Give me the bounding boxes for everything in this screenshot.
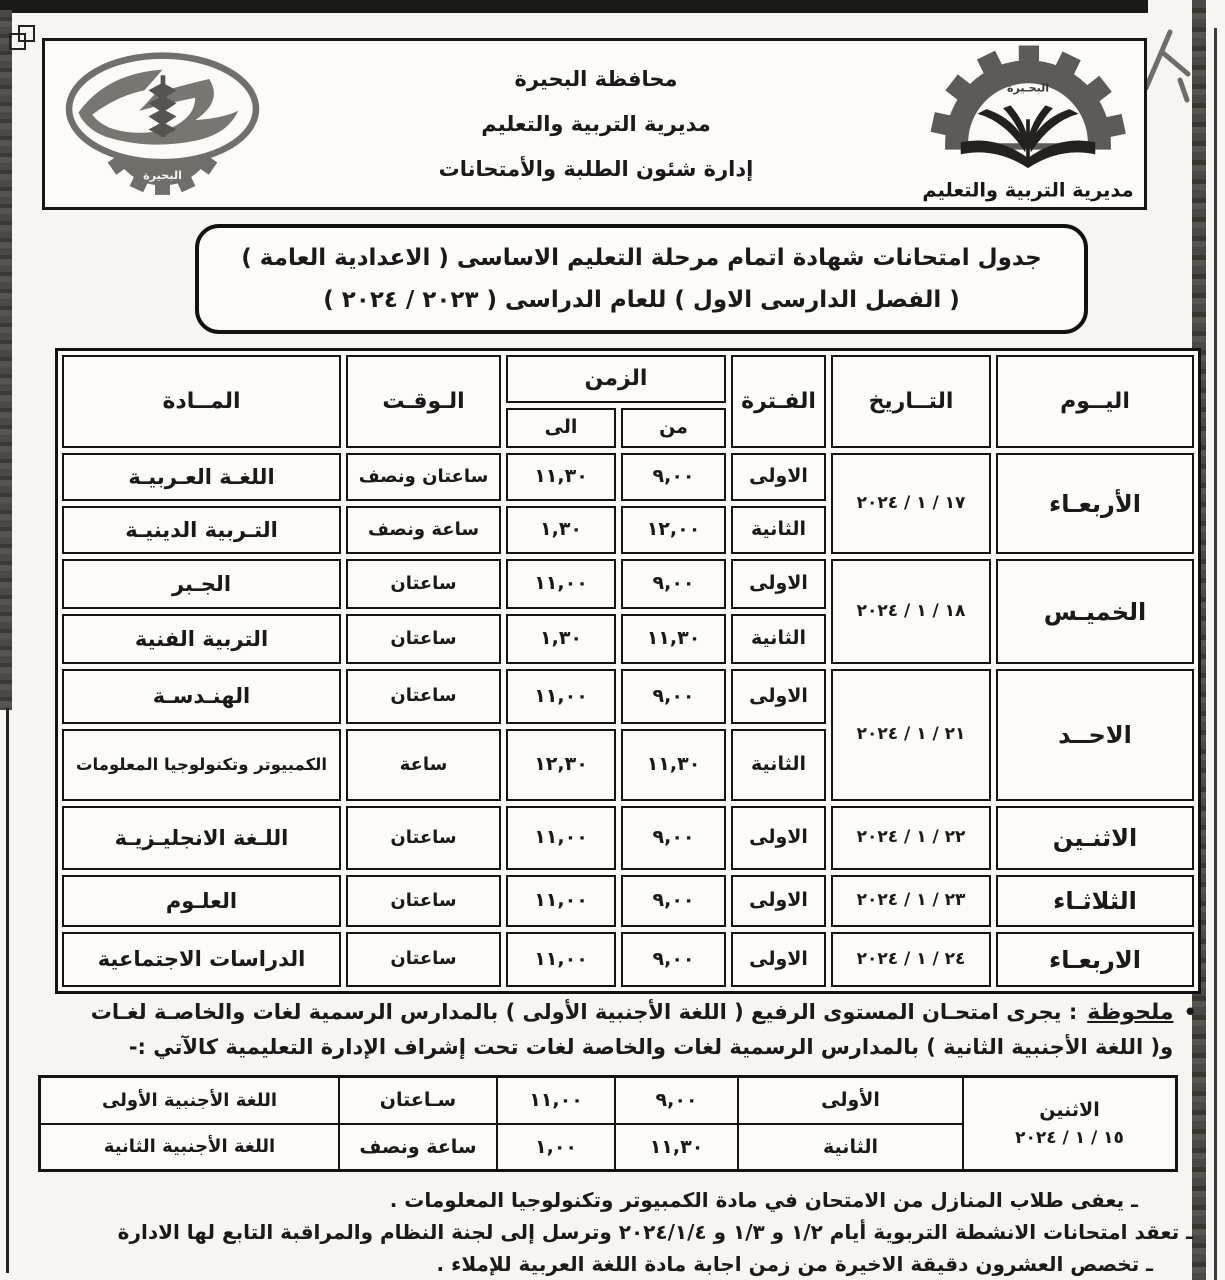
header (42, 38, 1147, 210)
duration-cell: ساعة ونصف (346, 506, 501, 554)
to-cell: ١,٣٠ (506, 614, 616, 664)
footer-note: ـ تخصص العشرون دقيقة الاخيرة من زمن اجابة مادة اللغة العربية للإملاء . (436, 1252, 1153, 1276)
duration-cell: ساعة (346, 729, 501, 801)
col-header-from: من (621, 408, 726, 448)
footer-note: ـ تعقد امتحانات الانشطة التربوية أيام ١/٢ و ١/٣ و ٢٠٢٤/١/٤ وترسل إلى لجنة النظام والمراقبة التابع لها الادارة (117, 1220, 1193, 1244)
to-cell: ١,٠٠ (497, 1124, 615, 1171)
date-cell: ١٧ / ١ / ٢٠٢٤ (831, 453, 991, 554)
day-cell: الخميـس (996, 559, 1194, 664)
period-cell: الثانية (731, 506, 826, 554)
to-cell: ١١,٠٠ (506, 806, 616, 870)
scan-line-left (6, 708, 9, 1273)
subject-cell: اللغـة العـربيـة (62, 453, 341, 501)
col-header-subject: المــادة (62, 355, 341, 448)
subject-cell: اللغة الأجنبية الثانية (40, 1124, 339, 1171)
education-directorate-logo (922, 40, 1134, 208)
from-cell: ٩,٠٠ (621, 669, 726, 724)
day-cell: الاحــد (996, 669, 1194, 801)
col-header-time: الزمن (506, 355, 726, 403)
period-cell: الاولى (731, 875, 826, 927)
org-line-2: مديرية التربية والتعليم (481, 112, 711, 136)
scan-edge-top (0, 0, 1148, 13)
from-cell: ١٢,٠٠ (621, 506, 726, 554)
subject-cell: العلـوم (62, 875, 341, 927)
period-cell: الثانية (731, 729, 826, 801)
from-cell: ١١,٣٠ (621, 729, 726, 801)
to-cell: ١١,٠٠ (506, 875, 616, 927)
subject-cell: التـربية الدينيـة (62, 506, 341, 554)
to-cell: ١١,٠٠ (506, 932, 616, 987)
subject-cell: اللـغة الانجليـزيـة (62, 806, 341, 870)
title-line-1: جدول امتحانات شهادة اتمام مرحلة التعليم الاساسى ( الاعدادية العامة ) (241, 245, 1042, 272)
note-section (45, 1000, 1197, 1059)
scan-binding-line (1214, 28, 1217, 1280)
to-cell: ١١,٠٠ (497, 1077, 615, 1124)
period-cell: الاولى (731, 669, 826, 724)
from-cell: ٩,٠٠ (615, 1077, 738, 1124)
footer-notes (45, 1184, 1193, 1280)
from-cell: ١١,٣٠ (621, 614, 726, 664)
date-cell: ١٥ / ١ / ٢٠٢٤ (1015, 1128, 1124, 1148)
subject-cell: الهنـدسـة (62, 669, 341, 724)
duration-cell: ساعتان (346, 559, 501, 609)
from-cell: ٩,٠٠ (621, 932, 726, 987)
date-cell: ٢٤ / ١ / ٢٠٢٤ (831, 932, 991, 987)
duration-cell: ساعتان (346, 614, 501, 664)
title-line-2: ( الفصل الدارسى الاول ) للعام الدراسى ( ٢٠٢٣ / ٢٠٢٤ ) (323, 286, 960, 313)
note-line-1: : يجرى امتحـان المستوى الرفيع ( اللغة الأجنبية الأولى ) بالمدارس الرسمية لغات والخاصـة لغـات (90, 1000, 1078, 1024)
note-label: ملحوظة (1087, 1000, 1174, 1025)
to-cell: ١١,٠٠ (506, 669, 616, 724)
org-line-1: محافظة البحيرة (514, 67, 678, 91)
language-exam-table (38, 1075, 1178, 1172)
col-header-to: الى (506, 408, 616, 448)
day-date-cell (963, 1077, 1176, 1170)
beheira-governorate-logo (55, 46, 270, 202)
from-cell: ٩,٠٠ (621, 559, 726, 609)
duration-cell: ساعة ونصف (339, 1124, 497, 1171)
from-cell: ١١,٣٠ (615, 1124, 738, 1171)
day-cell: الاربعـاء (996, 932, 1194, 987)
day-cell: الأربعـاء (996, 453, 1194, 554)
subject-cell: الجـبر (62, 559, 341, 609)
subject-cell: التربية الفنية (62, 614, 341, 664)
logo-caption: البحيرة (143, 169, 182, 183)
scan-edge-left (0, 10, 12, 710)
duration-cell: ساعتان (346, 806, 501, 870)
to-cell: ١٢,٣٠ (506, 729, 616, 801)
exam-schedule-table (55, 348, 1201, 994)
logo-top-label: البحـيرة (1006, 81, 1050, 95)
period-cell: الاولى (731, 806, 826, 870)
col-header-duration: الـوقـت (346, 355, 501, 448)
day-cell: الاثنين (1039, 1099, 1100, 1121)
to-cell: ١١,٣٠ (506, 453, 616, 501)
period-cell: الاولى (731, 932, 826, 987)
from-cell: ٩,٠٠ (621, 875, 726, 927)
col-header-date: التــاريخ (831, 355, 991, 448)
duration-cell: ساعتان (346, 875, 501, 927)
period-cell: الأولى (738, 1077, 963, 1124)
date-cell: ٢٢ / ١ / ٢٠٢٤ (831, 806, 991, 870)
period-cell: الثانية (731, 614, 826, 664)
subject-cell: الدراسات الاجتماعية (62, 932, 341, 987)
to-cell: ١,٣٠ (506, 506, 616, 554)
period-cell: الثانية (738, 1124, 963, 1171)
subject-cell: الكمبيوتر وتكنولوجيا المعلومات (62, 729, 341, 801)
day-cell: الثلاثـاء (996, 875, 1194, 927)
col-header-day: اليــوم (996, 355, 1194, 448)
date-cell: ١٨ / ١ / ٢٠٢٤ (831, 559, 991, 664)
period-cell: الاولى (731, 559, 826, 609)
from-cell: ٩,٠٠ (621, 806, 726, 870)
bullet-icon: • (1183, 1000, 1197, 1024)
logo-caption: مديرية التربية والتعليم (922, 178, 1134, 202)
date-cell: ٢١ / ١ / ٢٠٢٤ (831, 669, 991, 801)
day-cell: الاثنـين (996, 806, 1194, 870)
org-line-3: إدارة شئون الطلبة والأمتحانات (438, 157, 754, 181)
exam-schedule-title (195, 224, 1088, 334)
col-header-period: الفـترة (731, 355, 826, 448)
duration-cell: ساعتان (346, 669, 501, 724)
date-cell: ٢٣ / ١ / ٢٠٢٤ (831, 875, 991, 927)
subject-cell: اللغة الأجنبية الأولى (40, 1077, 339, 1124)
to-cell: ١١,٠٠ (506, 559, 616, 609)
duration-cell: سـاعتان (339, 1077, 497, 1124)
period-cell: الاولى (731, 453, 826, 501)
note-line-2: و( اللغة الأجنبية الثانية ) بالمدارس الرسمية لغات والخاصة لغات تحت إشراف الإدارة التعليمية كالآتي :- (128, 1035, 1174, 1059)
duration-cell: ساعتان (346, 932, 501, 987)
footer-note: ـ يعفى طلاب المنازل من الامتحان في مادة الكمبيوتر وتكنولوجيا المعلومات . (389, 1188, 1138, 1212)
duration-cell: ساعتان ونصف (346, 453, 501, 501)
from-cell: ٩,٠٠ (621, 453, 726, 501)
